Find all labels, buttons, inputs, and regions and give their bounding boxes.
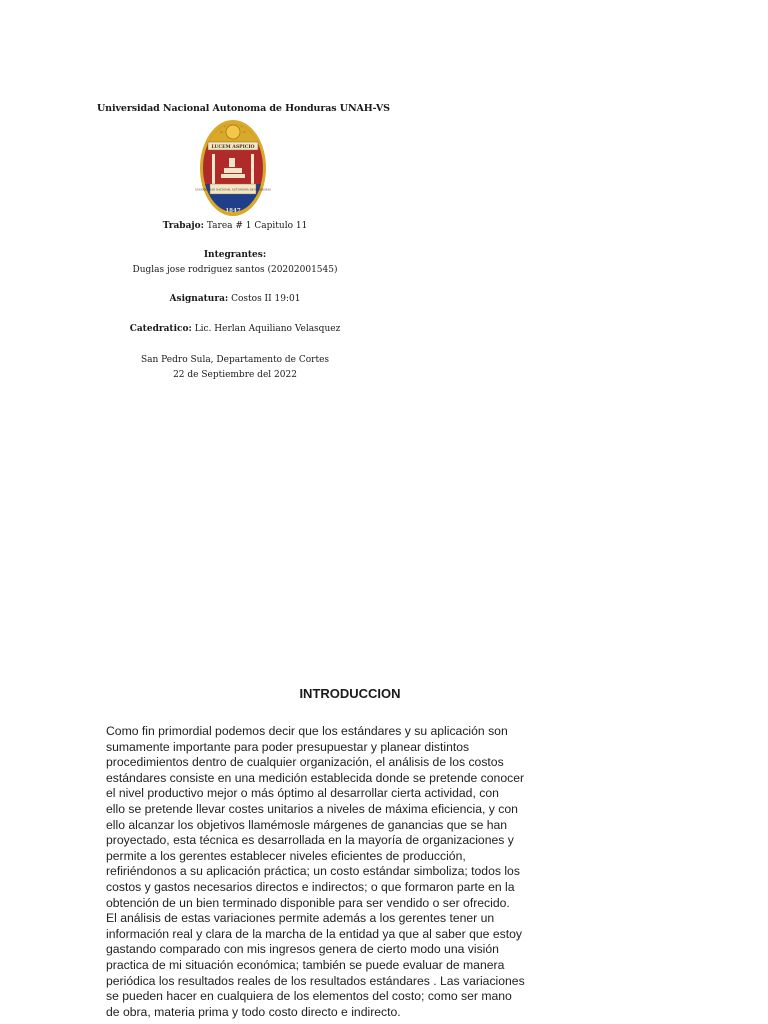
sun-icon: [226, 125, 240, 139]
introduction-title: INTRODUCCION: [299, 686, 401, 701]
intro-line: permite a los gerentes establecer niveles eficientes de producción,: [106, 848, 466, 863]
integrantes-label: Integrantes:: [203, 250, 267, 260]
integrantes-block: [120, 248, 350, 278]
catedratico-value: Lic. Herlan Aquiliano Velasquez: [191, 324, 341, 334]
introduction-body: [106, 724, 592, 1020]
intro-line: procedimientos dentro de cualquier organización, el análisis de los costos: [106, 755, 504, 770]
asignatura-line: [120, 292, 350, 307]
intro-line: ello alcanzar los objetivos llamémosle márgenes de ganancias que se han: [106, 817, 508, 832]
trabajo-line: [120, 219, 350, 234]
intro-line: costos y gastos necesarios directos e indirectos; o que formaron parte en la: [106, 879, 515, 894]
university-name: Universidad Nacional Autonoma de Honduras UNAH-VS: [97, 103, 390, 114]
intro-line: sumamente importante para poder presupuestar y planear distintos: [106, 739, 470, 754]
intro-line: gastando comparado con mis ingresos genera de cierto modo una visión: [106, 942, 499, 957]
intro-line: obtención de un bien terminado disponible para ser vendido o ser ofrecido.: [106, 895, 510, 910]
catedratico-line: [120, 322, 350, 337]
crest-year: 1847: [225, 208, 241, 214]
intro-line: información real y clara de la marcha de la entidad ya que al saber que estoy: [106, 926, 522, 941]
location-text: San Pedro Sula, Departamento de Cortes: [140, 355, 330, 365]
crest-banner-text: LUCEM ASPICIO: [211, 145, 255, 150]
intro-line: estándares consiste en una medición establecida donde se pretende conocer: [106, 770, 525, 785]
intro-line: proyectado, esta técnica es desarrollada en la mayoría de organizaciones y: [106, 833, 514, 848]
intro-line: Como fin primordial podemos decir que los estándares y su aplicación son: [106, 724, 508, 738]
intro-line: refiriéndonos a su aplicación práctica; un costo estándar simboliza; todos los: [106, 864, 520, 879]
intro-line: de obra, materia prima y todo costo directo e indirecto.: [106, 1004, 401, 1019]
intro-line: el nivel productivo mejor o más óptimo al desarrollar cierta actividad, con: [106, 786, 499, 801]
intro-line: se pueden hacer en cualquiera de los elementos del costo; como ser mano: [106, 989, 512, 1004]
unah-crest-logo: [195, 118, 271, 218]
trabajo-value: Tarea # 1 Capitulo 11: [204, 221, 308, 231]
intro-line: ello se pretende llevar costes unitarios a niveles de máxima eficiencia, y con: [106, 801, 518, 816]
crest-inner-text: UNIVERSIDAD NACIONAL AUTONOMA DE HONDURAS: [195, 188, 271, 192]
intro-line: practica de mi situación económica; también se puede evaluar de manera: [106, 957, 505, 972]
asignatura-label: Asignatura:: [169, 294, 229, 304]
location-date-block: [120, 353, 350, 383]
date-text: 22 de Septiembre del 2022: [173, 370, 297, 380]
trabajo-label: Trabajo:: [162, 221, 205, 231]
intro-line: periódica los resultados reales de los resultados estándares . Las variaciones: [106, 973, 525, 988]
intro-line: El análisis de estas variaciones permite además a los gerentes tener un: [106, 911, 495, 926]
catedratico-label: Catedratico:: [129, 324, 192, 334]
asignatura-value: Costos II 19:01: [228, 294, 301, 304]
integrantes-value: Duglas jose rodriguez santos (20202001545): [132, 265, 338, 275]
quill-icon: [229, 158, 235, 167]
